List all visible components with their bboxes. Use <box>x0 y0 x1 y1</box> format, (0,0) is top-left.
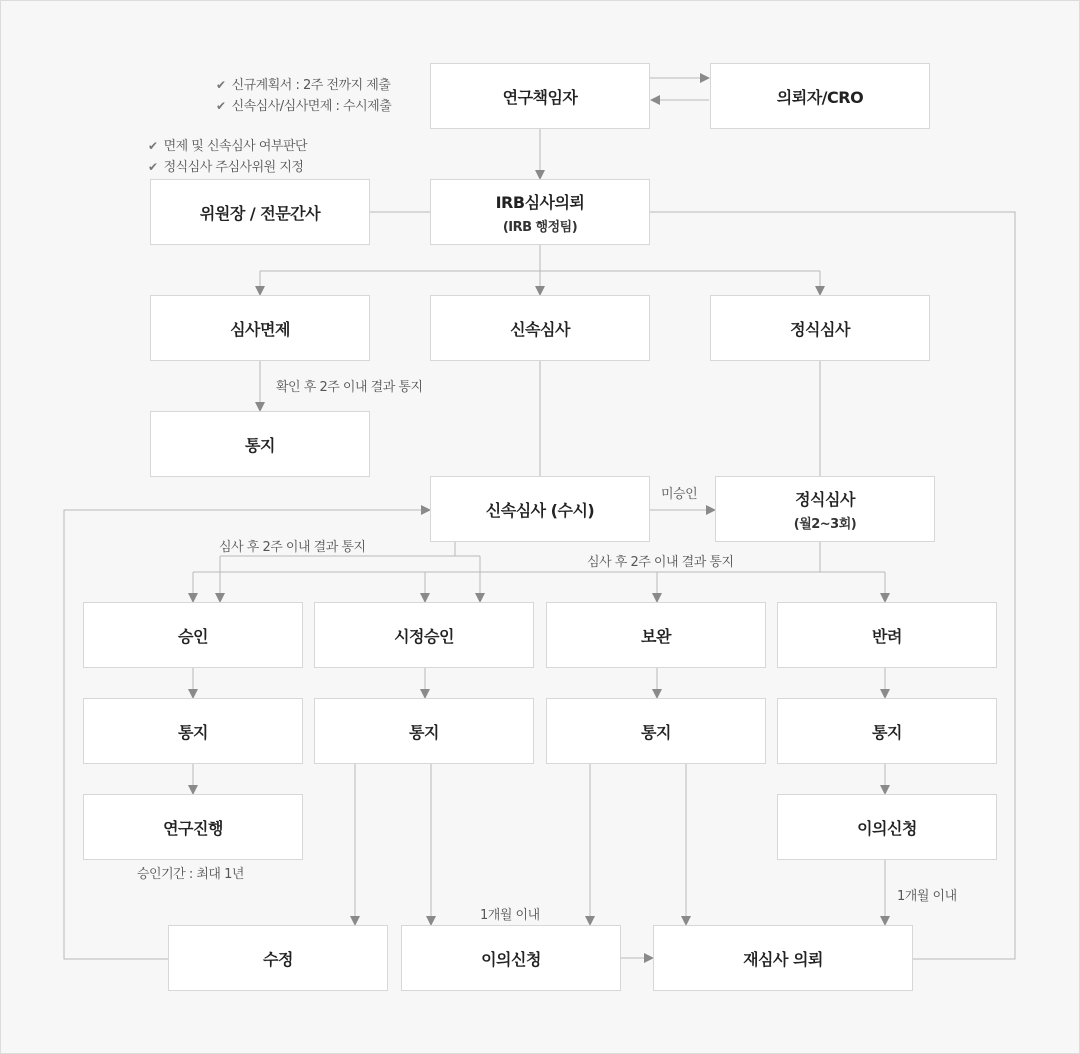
box-appeal-bottom: 이의신청 <box>401 925 621 991</box>
box-expedited-rolling: 신속심사 (수시) <box>430 476 650 542</box>
box-full: 정식심사 <box>710 295 930 361</box>
box-revise: 수정 <box>168 925 388 991</box>
box-notice-reject: 통지 <box>777 698 997 764</box>
box-notice-approve: 통지 <box>83 698 303 764</box>
box-approve: 승인 <box>83 602 303 668</box>
note-new-plan: ✔ 신규계획서 : 2주 전까지 제출 <box>216 78 391 93</box>
box-chair: 위원장 / 전문간사 <box>150 179 370 245</box>
box-re-review: 재심사 의뢰 <box>653 925 913 991</box>
label-exempt-result: 확인 후 2주 이내 결과 통지 <box>276 380 423 395</box>
box-full-monthly: 정식심사 (월2~3회) <box>715 476 935 542</box>
checkmark-icon: ✔ <box>216 99 226 113</box>
box-exempt: 심사면제 <box>150 295 370 361</box>
label-not-approved: 미승인 <box>661 487 698 502</box>
note-expedited-submit: ✔ 신속심사/심사면제 : 수시제출 <box>216 99 392 114</box>
box-irb: IRB심사의뢰 (IRB 행정팀) <box>430 179 650 245</box>
box-reject: 반려 <box>777 602 997 668</box>
checkmark-icon: ✔ <box>216 78 226 92</box>
box-expedited: 신속심사 <box>430 295 650 361</box>
label-within-month-right: 1개월 이내 <box>897 889 957 904</box>
checkmark-icon: ✔ <box>148 160 158 174</box>
label-within-month-bottom: 1개월 이내 <box>480 908 540 923</box>
box-researcher: 연구책임자 <box>430 63 650 129</box>
box-exempt-notice: 통지 <box>150 411 370 477</box>
note-exempt-judgment: ✔ 면제 및 신속심사 여부판단 <box>148 139 308 154</box>
label-approval-period: 승인기간 : 최대 1년 <box>137 867 244 882</box>
box-sponsor: 의뢰자/CRO <box>710 63 930 129</box>
box-progress: 연구진행 <box>83 794 303 860</box>
label-review-result-left: 심사 후 2주 이내 결과 통지 <box>219 540 366 555</box>
note-reviewer-assign: ✔ 정식심사 주심사위원 지정 <box>148 160 304 175</box>
box-supplement: 보완 <box>546 602 766 668</box>
box-notice-supplement: 통지 <box>546 698 766 764</box>
box-conditional: 시정승인 <box>314 602 534 668</box>
box-notice-conditional: 통지 <box>314 698 534 764</box>
box-appeal-right: 이의신청 <box>777 794 997 860</box>
checkmark-icon: ✔ <box>148 139 158 153</box>
label-review-result-right: 심사 후 2주 이내 결과 통지 <box>587 555 734 570</box>
